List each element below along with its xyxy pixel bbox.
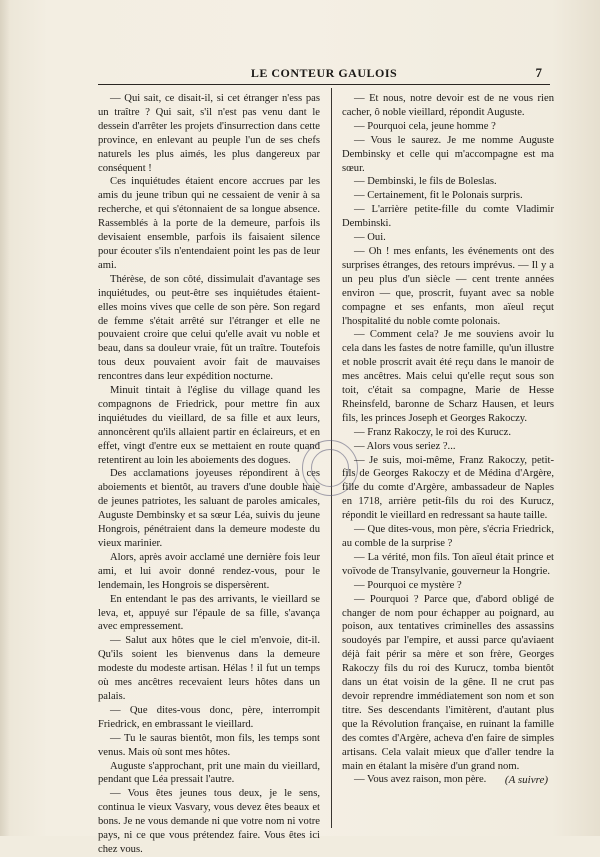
paragraph: — Alors vous seriez ?...	[354, 440, 456, 452]
paragraph: — Oh ! mes enfants, les événements ont des surprises étranges, des retours imprévus. — Il y a un peu plus d'un siècle — cent trente années environ — que, proscrit, fuyant avec sa noble compagne et ses enfants, mon aïeul reçut l'hospitalité du noble comte polonais.	[342, 245, 554, 327]
paragraph: Des acclamations joyeuses répondirent à ces aboiements et bientôt, au travers d'une double haie de jeunes patriotes, les saluant de paroles amicales, Auguste Dembinsky et sa sœur Léa, suivis du jeune Hongrois, pénétraient dans la demeure modeste du vieux marinier.	[98, 468, 320, 549]
paragraph: — Que dites-vous, mon père, s'écria Friedrick, au comble de la surprise ?	[342, 524, 554, 549]
paragraph: — Comment cela? Je me souviens avoir lu cela dans les fastes de notre famille, qu'un illustre et noble proscrit avait été reçu dans le manoir de mes ancêtres. Mais celui qu'elle reçut sous son toit, c'était sa compagne, Marie de Hesse Rheinsfeld, baronne de Scharz Hausen, et leurs fils, les princes Joseph et Georges Rakoczy.	[342, 329, 554, 424]
paragraph: Alors, après avoir acclamé une dernière fois leur ami, et lui avoir donné rendez-vous, pour le lendemain, les Hongrois se dispersèrent.	[98, 551, 320, 591]
paragraph: Ces inquiétudes étaient encore accrues par les amis du jeune tribun qui ne cessaient de venir à sa recherche, et qui s'étonnaient de sa longue absence. Rassemblés à la porte de la demeure, parfois ils devisaient ensemble, parfois ils faisaient silence pour écouter s'ils n'entendaient point les pas de leur ami.	[98, 176, 320, 271]
right-column	[342, 92, 554, 798]
paragraph: Minuit tintait à l'église du village quand les compagnons de Friedrick, pour mettre fin aux inquiétudes du vieillard, de sa fille et aux leurs, annoncèrent qu'ils allaient partir en éclaireurs, et en effet, vingt d'entre eux se mettaient en route quand retentirent au loin les aboiements des dogues.	[98, 385, 320, 466]
paragraph: Auguste s'approchant, prit une main du vieillard, pendant que Léa pressait l'autre.	[98, 760, 320, 786]
page-header	[98, 66, 550, 84]
paragraph: — Je suis, moi-même, Franz Rakoczy, petit-fils de Georges Rakoczy et de Médina d'Argère, fille du comte d'Argère, ambassadeur de Naples en 1718, arrière petit-fils du roi des Kurucz, répondit le vieillard en redressant sa haute taille.	[342, 454, 554, 522]
header-rule	[98, 84, 550, 85]
paragraph: — La vérité, mon fils. Ton aïeul était prince et voïvode de Transylvanie, gouverneur la Hongrie.	[342, 551, 554, 577]
paragraph: — Et nous, notre devoir est de ne vous rien cacher, ô noble vieillard, répondit Auguste.	[342, 93, 554, 118]
paragraph: — Certainement, fit le Polonais surpris.	[354, 190, 523, 202]
paragraph: — Que dites-vous donc, père, interrompit Friedrick, en embrassant le vieillard.	[98, 704, 320, 730]
paragraph: Thérèse, de son côté, dissimulait d'avantage ses inquiétudes, ou peut-être ses inquiétudes étaient-elles moins vives que celle de son père. Son regard de femme s'était arrêté sur l'étranger et elle ne pouvaient croire que celui qu'elle avait vu noble et beau, dans sa douleur vraie, fût un traître. Toutefois tous deux pouvaient avoir fait de mauvaises rencontres dans leur expédition nocturne.	[98, 273, 320, 383]
publication-title: LE CONTEUR GAULOIS	[250, 66, 398, 80]
binding-edge	[0, 0, 10, 836]
paragraph: — Dembinski, le fils de Boleslas.	[354, 176, 497, 188]
paragraph: — Vous êtes jeunes tous deux, je le sens, continua le vieux Vasvary, vous devez êtes beaux et bons. Je ne vous demande ni que votre nom ni votre pays, ni ce que vous prétendez faire. Vous êtes ici chez vous.	[98, 788, 320, 855]
paragraph: — Salut aux hôtes que le ciel m'envoie, dit-il. Qu'ils soient les bienvenus dans la demeure modeste du modeste artisan. Hélas ! il fut un temps où mes ancêtres recevaient leurs hôtes dans un palais.	[98, 635, 320, 702]
paragraph: — Tu le sauras bientôt, mon fils, les temps sont venus. Mais où sont mes hôtes.	[98, 732, 320, 758]
page-number: 7	[535, 65, 542, 80]
paragraph: — Oui.	[354, 232, 386, 244]
left-column	[98, 92, 320, 855]
continuation-note: (A suivre)	[504, 774, 548, 786]
paragraph: — L'arrière petite-fille du comte Vladimir Dembinski.	[342, 204, 554, 230]
paragraph: — Pourquoi ? Parce que, d'abord obligé de changer de nom pour échapper au poignard, au poison, aux tentatives criminelles des assassins soudoyés par l'empire, et aussi parce qu'aviaent déjà fait périr sa mère et son frère, Georges Rakoczy fils du roi des Kurucz, tomba bientôt dans un état voisin de la gêne. Il ne crut pas devoir reprendre immédiatement son nom et son titre. Ses descendants l'imitèrent, d'autant plus que la Révolution française, en ruinant la famille des comtes d'Argère, acheva d'en faire de simples artisans. Cela valait mieux que d'aller tendre la main en étalant la misère d'un grand nom.	[342, 593, 554, 772]
paragraph: En entendant le pas des arrivants, le vieillard se leva, et, appuyé sur l'épaule de sa fille, s'avança avec empressement.	[98, 593, 320, 633]
paragraph: — Qui sait, ce disait-il, si cet étranger n'ess pas un traître ? Qui sait, s'il n'est pas venu dant le dessein d'arrêter les projets d'insurrection dans cette province, en enlevant au peuple l'un de ses chefs naturels les plus aimés, les plus dangereux par conséquent !	[98, 93, 320, 174]
paragraph: — Franz Rakoczy, le roi des Kurucz.	[354, 426, 511, 438]
paragraph: — Pourquoi ce mystère ?	[354, 579, 462, 591]
paragraph: — Pourquoi cela, jeune homme ?	[354, 120, 496, 132]
paragraph: — Vous le saurez. Je me nomme Auguste Dembinsky et celle qui m'accompagne est ma sœur.	[342, 134, 554, 174]
paragraph: — Vous avez raison, mon père.	[354, 774, 487, 786]
